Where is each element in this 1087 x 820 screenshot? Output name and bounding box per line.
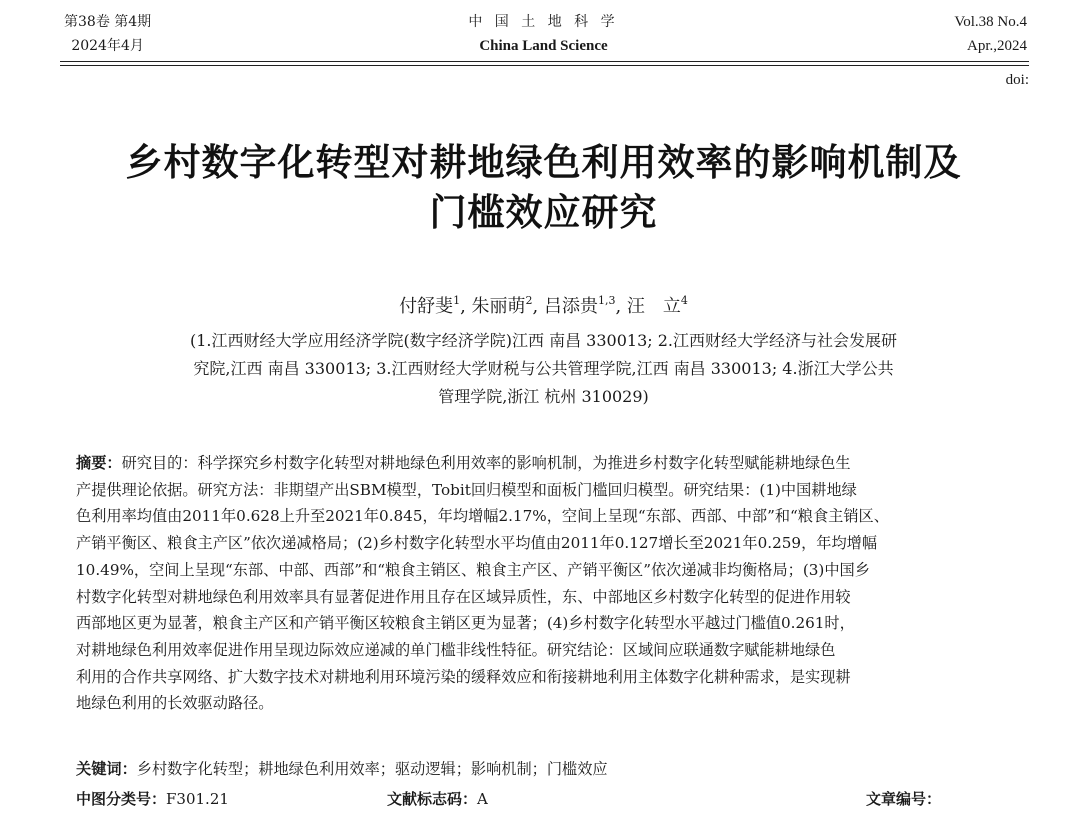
- abstract-line: 地绿色利用的长效驱动路径。: [76, 694, 274, 713]
- author-name: 付舒斐: [399, 296, 454, 317]
- author-list: 付舒斐$^1$, 朱丽萌$^2$, 吕添贵$^{1,3}$, 汪 立$^4$: [399, 294, 688, 317]
- date-en: Apr.,2024: [967, 38, 1027, 54]
- abstract: [76, 450, 1011, 717]
- header-center: [0, 10, 1087, 58]
- clc-number: [76, 786, 229, 812]
- affiliations: [70, 327, 1017, 411]
- paper-title: [40, 138, 1047, 238]
- title-line: 门槛效应研究: [429, 191, 658, 234]
- keywords-text: 乡村数字化转型；耕地绿色利用效率；驱动逻辑；影响机制；门槛效应: [136, 760, 608, 778]
- abstract-line: 西部地区更为显著，粮食主产区和产销平衡区较粮食主销区更为显著；(4)乡村数字化转型水平越过门槛值0.261时，: [76, 614, 855, 633]
- author-name: 吕添贵: [543, 296, 598, 317]
- doi-label: doi:: [1005, 72, 1029, 88]
- abstract-text: 研究目的：科学探究乡村数字化转型对耕地绿色利用效率的影响机制，为推进乡村数字化转型赋能耕地绿色生: [121, 454, 851, 472]
- abstract-line: 色利用率均值由2011年0.628上升至2021年0.845，年均增幅2.17%，空间上呈现“东部、西部、中部”和“粮食主销区、: [76, 507, 889, 526]
- header-rule-thick: [60, 61, 1029, 62]
- clc-value: F301.21: [166, 790, 229, 808]
- date-cn: 2024年4月: [71, 38, 144, 54]
- author-affiliation-mark: 1: [453, 294, 461, 307]
- abstract-line: [76, 450, 1011, 477]
- affiliation-line: 管理学院,浙江 杭州 310029): [438, 387, 649, 406]
- abstract-line: 产提供理论依据。研究方法：非期望产出SBM模型，Tobit回归模型和面板门槛回归模型。研究结果：(1)中国耕地绿: [76, 480, 857, 499]
- header-rule-thin: [60, 65, 1029, 66]
- doc-code-label: 文献标志码：: [387, 790, 478, 808]
- title-line: 乡村数字化转型对耕地绿色利用效率的影响机制及: [125, 141, 962, 184]
- affiliation-line: 究院,江西 南昌 330013; 3.江西财经大学财税与公共管理学院,江西 南昌 330013; 4.浙江大学公共: [193, 359, 894, 378]
- volume-issue-en: Vol.38 No.4: [954, 14, 1027, 30]
- author-affiliation-mark: 4: [680, 294, 688, 307]
- volume-issue-cn: 第38卷 第4期: [64, 14, 152, 30]
- journal-name-en: China Land Science: [479, 38, 608, 54]
- abstract-line: 10.49%，空间上呈现“东部、中部、西部”和“粮食主销区、粮食主产区、产销平衡区”依次递减非均衡格局；(3)中国乡: [76, 560, 870, 579]
- journal-name-cn: 中 国 土 地 科 学: [468, 14, 619, 30]
- author-affiliation-mark: 2: [525, 294, 533, 307]
- affiliation-line: (1.江西财经大学应用经济学院(数字经济学院)江西 南昌 330013; 2.江西财经大学经济与社会发展研: [190, 331, 897, 350]
- article-number: [866, 786, 941, 812]
- abstract-line: 对耕地绿色利用效率促进作用呈现边际效应递减的单门槛非线性特征。研究结论：区域间应联通数字赋能耕地绿色: [76, 640, 836, 659]
- abstract-line: 产销平衡区、粮食主产区”依次递减格局；(2)乡村数字化转型水平均值由2011年0.127增长至2021年0.259，年均增幅: [76, 534, 878, 553]
- abstract-line: 利用的合作共享网络、扩大数字技术对耕地利用环境污染的缓释效应和衔接耕地利用主体数字化耕种需求，是实现耕: [76, 667, 851, 686]
- abstract-line: 村数字化转型对耕地绿色利用效率具有显著促进作用且存在区域异质性，东、中部地区乡村数字化转型的促进作用较: [76, 587, 851, 606]
- article-number-label: 文章编号：: [866, 790, 942, 808]
- doc-code-value: A: [477, 790, 488, 808]
- keywords: [76, 756, 608, 782]
- author-affiliation-mark: 1,3: [597, 294, 616, 307]
- author-name: 汪 立: [626, 296, 681, 317]
- keywords-label: 关键词：: [76, 760, 137, 778]
- abstract-label: 摘要：: [76, 454, 122, 472]
- document-code: [387, 786, 488, 812]
- header-right: [954, 10, 1027, 58]
- clc-label: 中图分类号：: [76, 790, 167, 808]
- author-name: 朱丽萌: [471, 296, 526, 317]
